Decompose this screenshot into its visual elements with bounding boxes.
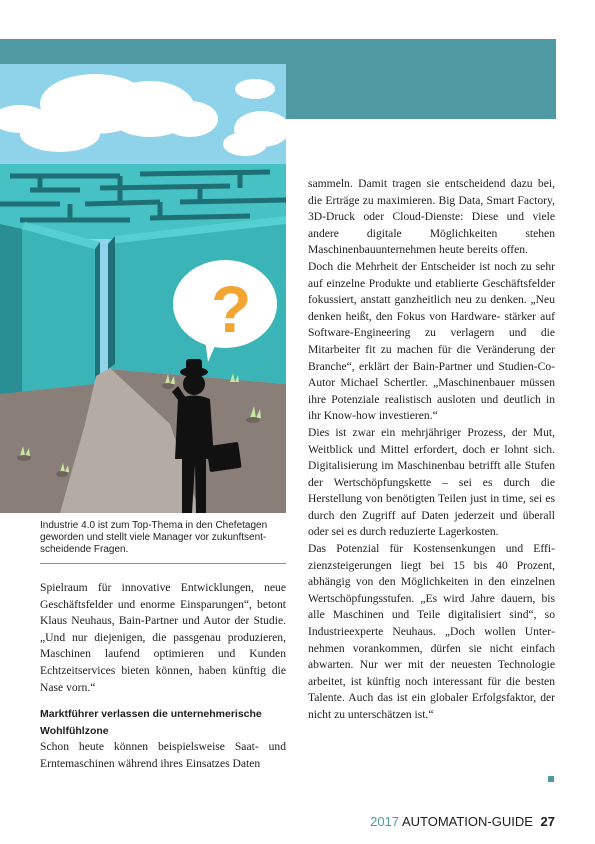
left-text-column — [40, 580, 286, 773]
paragraph: Schon heute können beispielsweise Saat- und Erntemaschinen während ihres Einsatzes Daten — [40, 740, 286, 770]
paragraph: Das Potenzial für Kostensenkungen und Effizienzsteigerungen liegt bei 15 bis 40 Prozent, abhängig von den Möglichkeiten in den einzelnen Wertschöpfungsstufen. „Es wird Jahre dauern, bis alle Maschinen und Teile digitalisiert sind“, so Industrieexperte Neuhaus. „Doch wollen Unternehmen vorankommen, dürfen sie nicht einfach abwarten. Nur wer mit der neuesten Technologie arbeitet, ist künftig noch interessant für die besten Talente. Auch das ist ein globaler Erfolgsfaktor, der nicht zu unterschätzen ist.“ — [308, 542, 555, 721]
footer-publication: AUTOMATION-GUIDE — [401, 814, 533, 829]
paragraph: Spielraum für innovative Entwicklungen, neue Geschäftsfelder und enorme Einsparungen“, betont Klaus Neuhaus, Bain-Partner und Autor der Studie. „Und nur diejenigen, die passgenau produzieren, Maschinen laufend optimieren und Kunden Echtzeitservices bieten können, haben künftig die Nase vorn.“ — [40, 581, 286, 694]
page-number: 27 — [540, 814, 555, 829]
maze-illustration-svg — [0, 64, 286, 513]
right-text-column — [308, 176, 555, 724]
page-footer — [370, 814, 555, 830]
footer-year: 2017 — [370, 814, 400, 829]
paragraph: Dies ist zwar ein mehrjähriger Prozess, der Mut, Weitblick und Mittel erfordert, doch er lohnt sich. Digitalisierung im Maschinenbau betrifft alle Stufen der Wertschöpfungskette – sei es durch die Herstellung von benötigten Teilen just in time, sei es durch den Zugriff auf Daten jederzeit und überall oder sei es durch reduzierte Lagerkosten. — [308, 425, 555, 539]
question-mark: ? — [211, 272, 252, 346]
article-end-marker — [548, 776, 554, 782]
image-caption: Industrie 4.0 ist zum Top-Thema in den Chefetagen geworden und stellt viele Manager vor zukunftsentscheidende Fragen. — [40, 520, 268, 555]
paragraph: Doch die Mehrheit der Entscheider ist noch zu sehr auf einzelne Produkte und etablierte Geschäftsfelder fokussiert, anstatt ganzheitlich neu zu denken. „Neu denken heißt, den Fokus von Hardware- stärker auf Software-Engineering zu verlagern und die Mitarbeiter fit zu machen für die Veränderung der Branche“, erklärt der Bain-Partner und Studien-Co-Autor Michael Schertler. „Maschinenbauer müssen ihre Potenziale realistisch ausloten und deutlich in ihr Know-how investieren.“ — [308, 259, 555, 423]
paragraph: sammeln. Damit tragen sie entscheidend dazu bei, die Erträge zu maximieren. Big Data, Smart Factory, 3D-Druck oder Cloud-Dienste: Diese und viele andere digitale Möglichkeiten stehen Maschinenbauunternehmen heute bereits offen. — [308, 177, 555, 257]
maze-illustration — [0, 64, 286, 513]
section-subheading: Marktführer verlassen die unternehmerische Wohlfühlzone — [40, 708, 262, 737]
caption-divider — [40, 563, 286, 564]
